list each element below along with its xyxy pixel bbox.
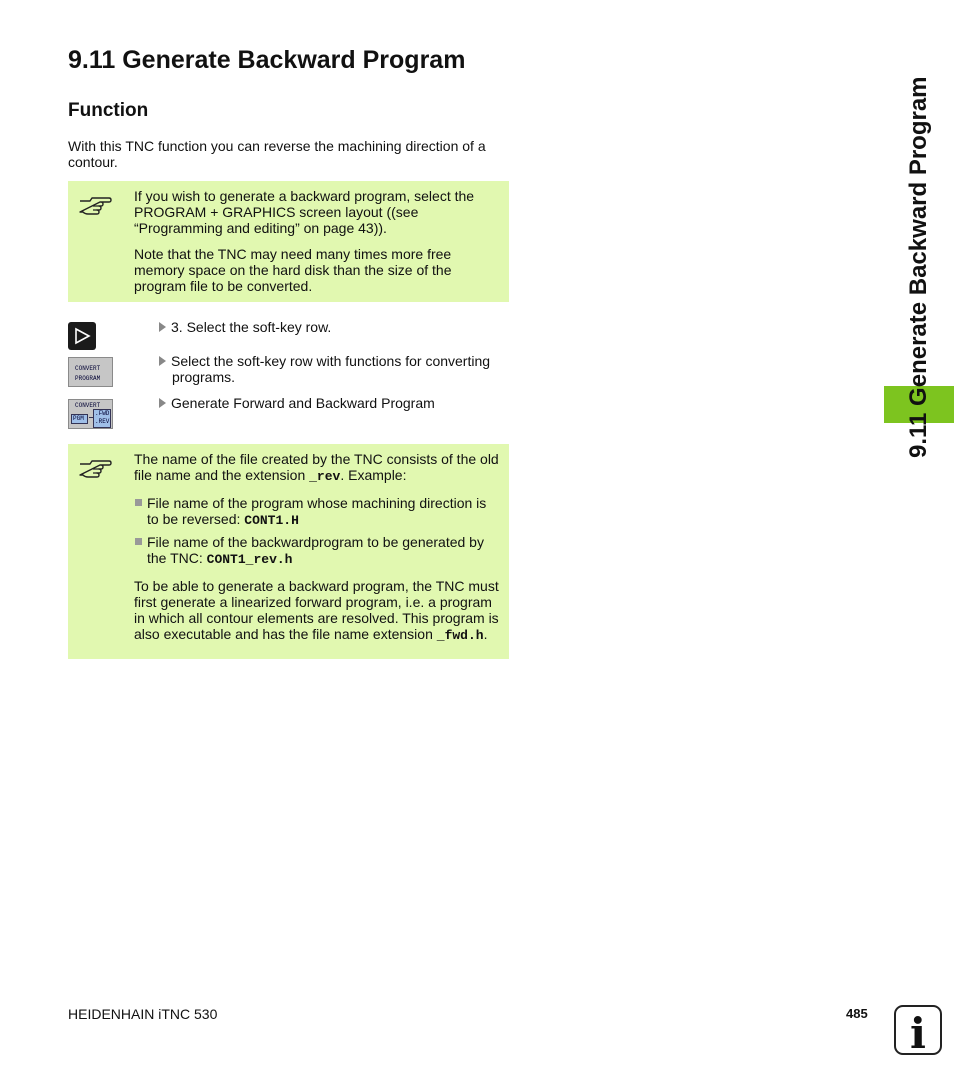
- footer-product: HEIDENHAIN iTNC 530: [68, 1006, 218, 1022]
- arrow-bullet-icon: [159, 398, 166, 408]
- step-3-text: Generate Forward and Backward Program: [171, 395, 435, 411]
- hand-pointer-icon: [78, 455, 112, 479]
- bullet-1-text: File name of the program whose machining direction is to be reversed:: [147, 495, 487, 527]
- next-key[interactable]: [68, 322, 96, 350]
- page-number: 485: [846, 1006, 868, 1021]
- step-2-text-line-2: programs.: [172, 369, 236, 385]
- note-box-2: [68, 444, 509, 659]
- side-chapter-title: [893, 20, 943, 460]
- convert-program-softkey[interactable]: [68, 357, 113, 387]
- extension-rev: _rev: [309, 469, 341, 484]
- side-title-text: 9.11 Generate Backward Program: [905, 76, 932, 458]
- note-2-p3-text: To be able to generate a backward program, the TNC must first generate a linearized forward program, i.e. a program in which all contour elements are resolved. This program is also executable and has the file name extension: [134, 578, 499, 642]
- note-2-paragraph-3: [134, 578, 500, 644]
- softkey-fwd-label: .FWD: [95, 410, 110, 417]
- info-icon[interactable]: [894, 1005, 942, 1055]
- step-1: [159, 319, 511, 335]
- bullet-2-text: File name of the backwardprogram to be generated by the TNC:: [147, 534, 484, 566]
- step-1-text: 3. Select the soft-key row.: [171, 319, 332, 335]
- note-2-paragraph-1: [134, 451, 500, 485]
- softkey-pgm-box: PGM: [71, 414, 88, 424]
- note-2-p1-text: The name of the file created by the TNC consists of the old file name and the extension: [134, 451, 499, 483]
- info-glyph: [896, 1007, 940, 1053]
- softkey-label-bottom: PROGRAM: [75, 375, 101, 382]
- arrow-bullet-icon: [159, 322, 166, 332]
- note-box-1: [68, 181, 509, 302]
- step-2-text-line-1: Select the soft-key row with functions for converting: [171, 353, 491, 369]
- filename-cont1-rev-h: CONT1_rev.h: [206, 552, 293, 567]
- note-1-paragraph-1: If you wish to generate a backward program, select the PROGRAM + GRAPHICS screen layout ((see “Programming and editing” on page 43)).: [134, 188, 475, 236]
- intro-text: With this TNC function you can reverse the machining direction of a contour.: [68, 138, 486, 170]
- extension-fwd: _fwd.h: [436, 628, 484, 643]
- list-item: [134, 495, 500, 529]
- softkey-label-top: CONVERT: [75, 365, 101, 372]
- info-letter: i: [910, 1009, 926, 1053]
- list-item: [134, 534, 500, 568]
- step-2: [159, 353, 511, 385]
- softkey-fwd-rev-box: [93, 409, 111, 428]
- note-2-text: [134, 451, 500, 654]
- arrow-bullet-icon: [159, 356, 166, 366]
- note-1-text: [134, 188, 500, 304]
- section-title: Function: [68, 100, 149, 121]
- note-2-p3-end: .: [483, 626, 488, 642]
- next-arrow-icon: [68, 322, 96, 350]
- page-title: 9.11 Generate Backward Program: [68, 46, 466, 74]
- softkey-rev-label: .REV: [95, 418, 110, 425]
- note-2-p1-end: . Example:: [340, 467, 407, 483]
- step-3: [159, 395, 511, 411]
- note-1-paragraph-2: Note that the TNC may need many times more free memory space on the hard disk than the size of the program file to be converted.: [134, 246, 452, 294]
- filename-cont1-h: CONT1.H: [244, 513, 299, 528]
- convert-pgm-fwd-rev-softkey[interactable]: [68, 399, 113, 429]
- hand-pointer-icon: [78, 192, 112, 216]
- softkey-label-top: CONVERT: [75, 402, 101, 409]
